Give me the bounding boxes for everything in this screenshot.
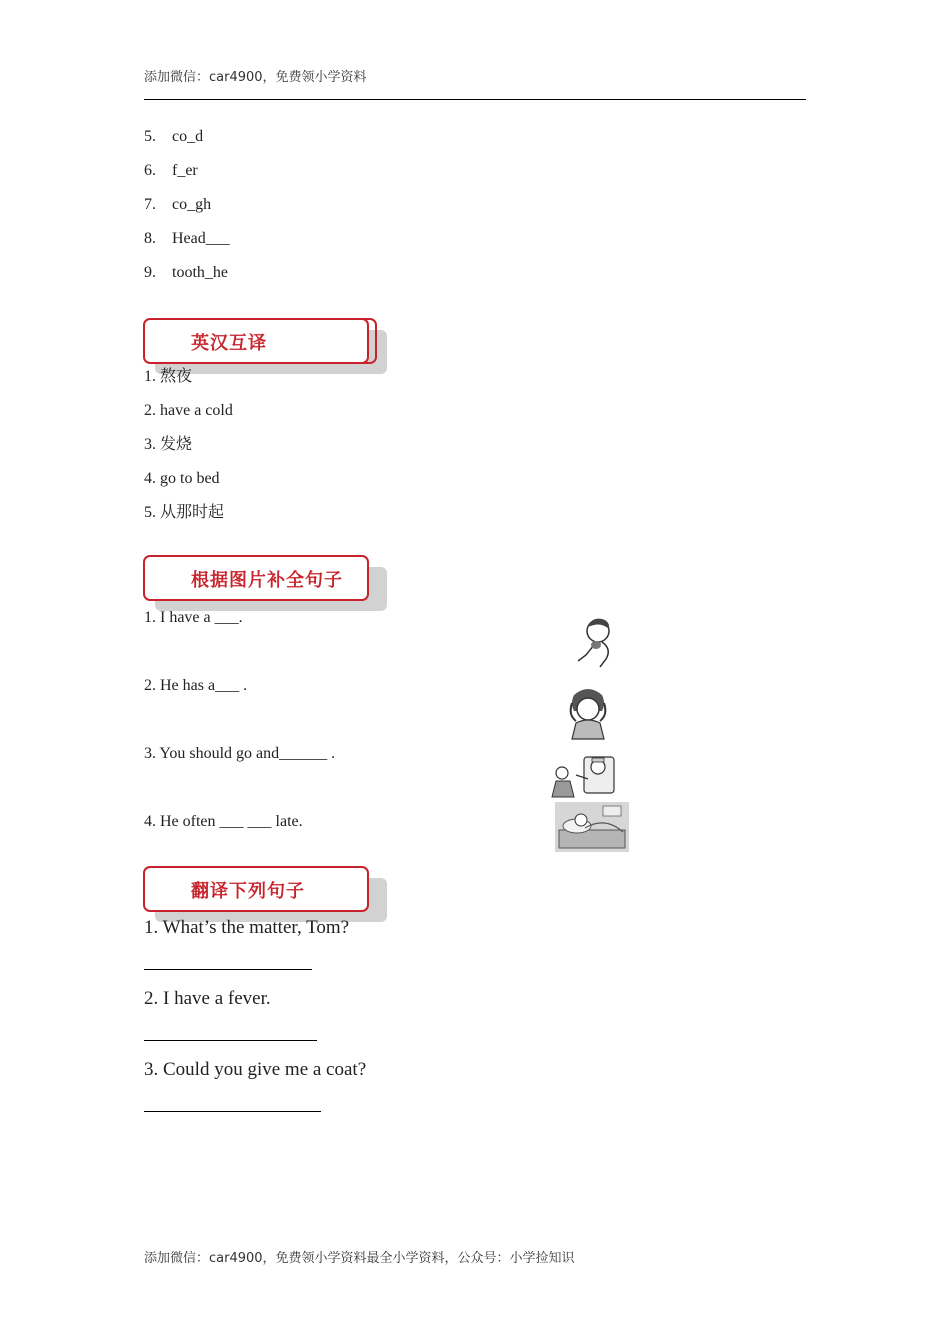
spelling-item xyxy=(144,263,228,283)
translate-sentence: 1. What’s the matter, Tom? xyxy=(144,917,350,938)
section-heading-translate-words xyxy=(143,318,389,366)
item-text: co_d xyxy=(172,128,204,145)
picture-sentence: 1. I have a ___. xyxy=(144,609,243,626)
translate-item: 5. 从那时起 xyxy=(144,504,225,521)
item-text: tooth_he xyxy=(172,264,228,281)
spelling-item xyxy=(144,161,198,181)
answer-blank-line xyxy=(144,1040,317,1041)
doctor-visit-picture xyxy=(548,753,620,799)
item-number: 5. xyxy=(144,128,156,145)
picture-sentence: 4. He often ___ ___ late. xyxy=(144,813,303,830)
translate-item: 4. go to bed xyxy=(144,470,220,487)
item-text: co_gh xyxy=(172,196,212,213)
section-title: 翻译下列句子 xyxy=(191,881,305,902)
translate-sentence: 2. I have a fever. xyxy=(144,988,271,1009)
boy-headache-picture xyxy=(564,685,612,741)
section-heading-translate-sentences xyxy=(143,866,389,914)
item-number: 6. xyxy=(144,162,156,179)
spelling-item xyxy=(144,229,230,249)
item-text: Head___ xyxy=(172,230,230,247)
page-footer-text: 添加微信：car4900，免费领小学资料最全小学资料，公众号：小学捡知识 xyxy=(144,1251,575,1266)
picture-sentence: 3. You should go and______ . xyxy=(144,745,336,762)
answer-blank-line xyxy=(144,1111,321,1112)
page-header-text: 添加微信：car4900，免费领小学资料 xyxy=(144,70,367,85)
item-number: 7. xyxy=(144,196,156,213)
answer-blank-line xyxy=(144,969,312,970)
item-text: f_er xyxy=(172,162,198,179)
translate-sentence: 3. Could you give me a coat? xyxy=(144,1059,367,1080)
item-number: 8. xyxy=(144,230,156,247)
section-title: 根据图片补全句子 xyxy=(191,570,343,591)
item-number: 9. xyxy=(144,264,156,281)
picture-sentence: 2. He has a___ . xyxy=(144,677,248,694)
person-in-bed-picture xyxy=(555,802,629,852)
section-title: 英汉互译 xyxy=(191,333,267,354)
header-divider xyxy=(144,99,806,100)
translate-item: 3. 发烧 xyxy=(144,436,193,453)
translate-item: 2. have a cold xyxy=(144,402,233,419)
spelling-item xyxy=(144,195,211,215)
translate-item: 1. 熬夜 xyxy=(144,368,193,385)
section-heading-picture-sentences xyxy=(143,555,389,603)
spelling-item xyxy=(144,127,203,147)
boy-coughing-picture xyxy=(572,615,620,671)
